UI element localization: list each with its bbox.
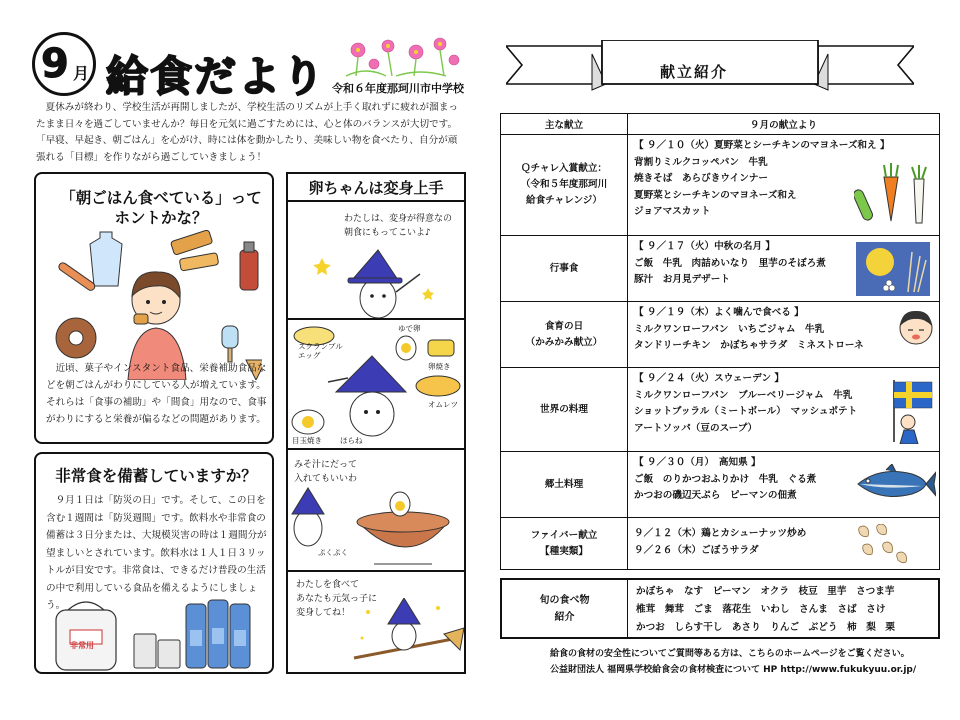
menu-line: ミルクワンローフパン ブルーベリージャム 牛乳 (634, 389, 853, 401)
breakfast-title-line1: 「朝ごはん食べている」って (60, 189, 262, 207)
menu-line: 豚汁 お月見デザート (634, 274, 730, 285)
table-row (501, 236, 940, 302)
egg-witch-icon (308, 248, 448, 318)
menu-line: 背割りミルクコッペパン 牛乳 (634, 156, 768, 168)
menu-line: アートソッパ（豆のスープ） (634, 422, 758, 434)
emergency-supplies-icon (48, 590, 266, 672)
panel4-speech-line1: わたしを食べて (296, 580, 360, 590)
breakfast-article (34, 172, 274, 444)
chewing-boy-icon (896, 308, 936, 348)
row-category (501, 135, 628, 236)
panel3-fx: ぷくぷく (318, 548, 348, 557)
boiled-egg-label: ゆで卵 (398, 324, 421, 333)
table-row (501, 452, 940, 518)
moon-viewing-icon (856, 242, 930, 296)
menu-table-header (501, 114, 940, 135)
category-line: 【種実類】 (540, 545, 588, 557)
comic-panel-2 (288, 322, 464, 450)
category-line: 行事食 (549, 262, 579, 274)
menu-line: ご飯 牛乳 肉詰めいなり 里芋のそぼろ煮 (634, 257, 826, 269)
col-header-menu: ９月の献立より (628, 114, 940, 135)
category-line: （令和５年度那珂川 (520, 179, 608, 190)
panel1-speech (344, 212, 452, 240)
comic-panel-3 (288, 452, 464, 572)
row-menu (628, 135, 940, 236)
menu-head: 【 ９／２４（火）スウェーデン 】 (634, 373, 785, 384)
menu-line: 焼きそば あらびきウインナー (634, 173, 769, 184)
egg-comic (286, 172, 466, 674)
menu-line: ジョアマスカット (634, 206, 711, 217)
row-category (501, 236, 628, 302)
emergency-food-article (34, 452, 274, 674)
seasonal-line: 椎茸 舞茸 ごま 落花生 いわし さんま さば さけ (636, 604, 886, 615)
seasonal-foods (500, 578, 940, 639)
newsletter-title: 給食だより (106, 52, 327, 101)
category-line: 世界の料理 (540, 403, 588, 415)
category-line: ファイバー献立 (530, 529, 598, 541)
menu-line: ショットブッラル（ミートボール） マッシュポテト (634, 406, 858, 417)
menu-line: 夏野菜とシーチキンのマヨネーズ和え (634, 189, 797, 201)
menu-line: ９／１２（木）鶏とカシューナッツ炒め (634, 528, 807, 539)
omelet-label: オムレツ (428, 400, 458, 409)
emergency-paragraph: ９月１日は「防災の日」です。そして、この日を含む１週間は「防災週間」です。飲料水や非常食の備蓄は３日分または、大規模災害の時は１週間分が望ましいとされています。飲料水は１人１日３リットルが目安です。非常食は、できるだけ普段の生活の中で利用している食品を備えるようにしましょう。 (46, 495, 267, 611)
row-menu (628, 368, 940, 452)
menu-section-title: 献立紹介 (660, 63, 729, 81)
school-name: 令和６年度那珂川市中学校 (332, 82, 464, 95)
menu-head: 【 ９／１０（火）夏野菜とシーチキンのマヨネーズ和え 】 (634, 140, 890, 151)
comic-panel-1 (288, 202, 464, 320)
menu-line: ミルクワンローフパン いちごジャム 牛乳 (634, 323, 825, 335)
table-row (501, 135, 940, 236)
seasonal-line: かぼちゃ なす ピーマン オクラ 枝豆 里芋 さつま芋 (636, 586, 895, 597)
vegetables-icon (854, 163, 934, 225)
breakfast-title (56, 188, 266, 228)
seasonal-items (636, 583, 932, 637)
menu-line: かつおの磯辺天ぷら ピーマンの佃煮 (634, 490, 797, 501)
rolled-egg-label: 卵焼き (428, 362, 451, 371)
row-category (501, 452, 628, 518)
newsletter-header (32, 30, 472, 102)
intro-text (36, 100, 466, 166)
month-badge (32, 32, 96, 96)
scrambled-label-line2: エッグ (298, 351, 321, 360)
emergency-title: 非常食を備蓄していますか？ (55, 467, 257, 485)
row-menu (628, 518, 940, 570)
row-menu (628, 302, 940, 368)
bonito-fish-icon (850, 464, 936, 504)
footer-line2: 公益財団法人 福岡県学校給食会の食材検査について HP http://www.fukukyuu.or.jp/ (550, 665, 917, 675)
seasonal-label-line2: 紹介 (554, 612, 575, 623)
seasonal-label-line1: 旬の食べ物 (539, 595, 590, 606)
menu-head: 【 ９／３０（月） 高知県 】 (634, 457, 761, 468)
scrambled-label-line1: スクランブル (298, 342, 343, 351)
fried-egg-label: 目玉焼き (292, 436, 322, 445)
panel4-speech-line2: あなたも元気っ子に (296, 594, 378, 604)
swedish-flag-girl-icon (890, 378, 936, 444)
footer-line1: 給食の食材の安全性についてご質問等ある方は、こちらのホームページをご覧ください。 (550, 649, 910, 659)
cosmos-flowers-icon (336, 36, 466, 78)
cashew-nuts-icon (854, 524, 908, 566)
row-menu (628, 452, 940, 518)
panel3-speech-line2: 入れてもいいわ (294, 474, 358, 484)
seasonal-label (502, 580, 628, 637)
menu-line: タンドリーチキン かぼちゃサラダ ミネストローネ (634, 340, 864, 351)
category-line: Ｑチャレ入賞献立： (520, 163, 608, 174)
row-menu (628, 236, 940, 302)
panel1-speech-line1: わたしは、変身が得意なの (344, 214, 453, 224)
col-header-category: 主な献立 (501, 114, 628, 135)
table-row (501, 368, 940, 452)
backpack-label: 非常用 (70, 641, 94, 650)
row-category (501, 368, 628, 452)
breakfast-title-line2: ホントかな？ (114, 209, 208, 227)
seasonal-line: かつお しらす干し あさり りんご ぶどう 柿 梨 栗 (636, 622, 896, 633)
broom-witch-icon (348, 598, 464, 672)
panel1-speech-line2: 朝食にもってこいよ♪ (344, 228, 431, 238)
row-category (501, 518, 628, 570)
panel4-speech-line3: 変身してね！ (296, 608, 351, 618)
row-category (501, 302, 628, 368)
comic-title: 卵ちゃんは変身上手 (288, 174, 464, 202)
panel3-speech-line1: みそ汁にだって (294, 460, 358, 470)
category-line: （かみかみ献立） (525, 336, 603, 348)
intro-paragraph: 夏休みが終わり、学校生活が再開しましたが、学校生活のリズムが上手く取れずに疲れが溜まったまま日々を過ごしていませんか？毎日を元気に過ごすためには、心と体のバランスが大切です。「早寝、早起き、朝ごはん」を心がけ、時には体を動かしたり、美味しい物を食べたり、自分が頑張れる「目標」を作りながら過ごしていきましょう！ (36, 102, 458, 163)
menu-line: ご飯 のりかつおふりかけ 牛乳 ぐる煮 (634, 473, 817, 485)
miso-soup-icon (288, 482, 464, 572)
month-suffix: 月 (73, 64, 90, 83)
menu-line: ９／２６（木）ごぼうサラダ (634, 544, 759, 556)
menu-table (500, 113, 940, 570)
menu-head: 【 ９／１９（木）よく噛んで食べる 】 (634, 307, 804, 318)
breakfast-body (46, 360, 268, 428)
table-row (501, 518, 940, 570)
panel2-fx: ほらね (340, 436, 363, 445)
menu-head: 【 ９／１７（火）中秋の名月 】 (634, 241, 775, 252)
category-line: 郷土料理 (544, 478, 584, 490)
table-row (501, 302, 940, 368)
footer-note (550, 646, 940, 678)
month-number: 9 (41, 41, 69, 87)
comic-panel-4 (288, 574, 464, 672)
category-line: 食育の日 (544, 320, 584, 332)
scrambled-label (298, 342, 343, 360)
category-line: 給食チャレンジ） (526, 195, 602, 206)
breakfast-paragraph: 近頃、菓子やインスタント食品、栄養補助食品などを朝ごはんがわりにしている人が増えています。それらは「食事の補助」や「間食」用なので、食事がわりにすると栄養が偏るなどの問題があります。 (46, 363, 267, 425)
breakfast-illustration-icon (50, 230, 262, 380)
